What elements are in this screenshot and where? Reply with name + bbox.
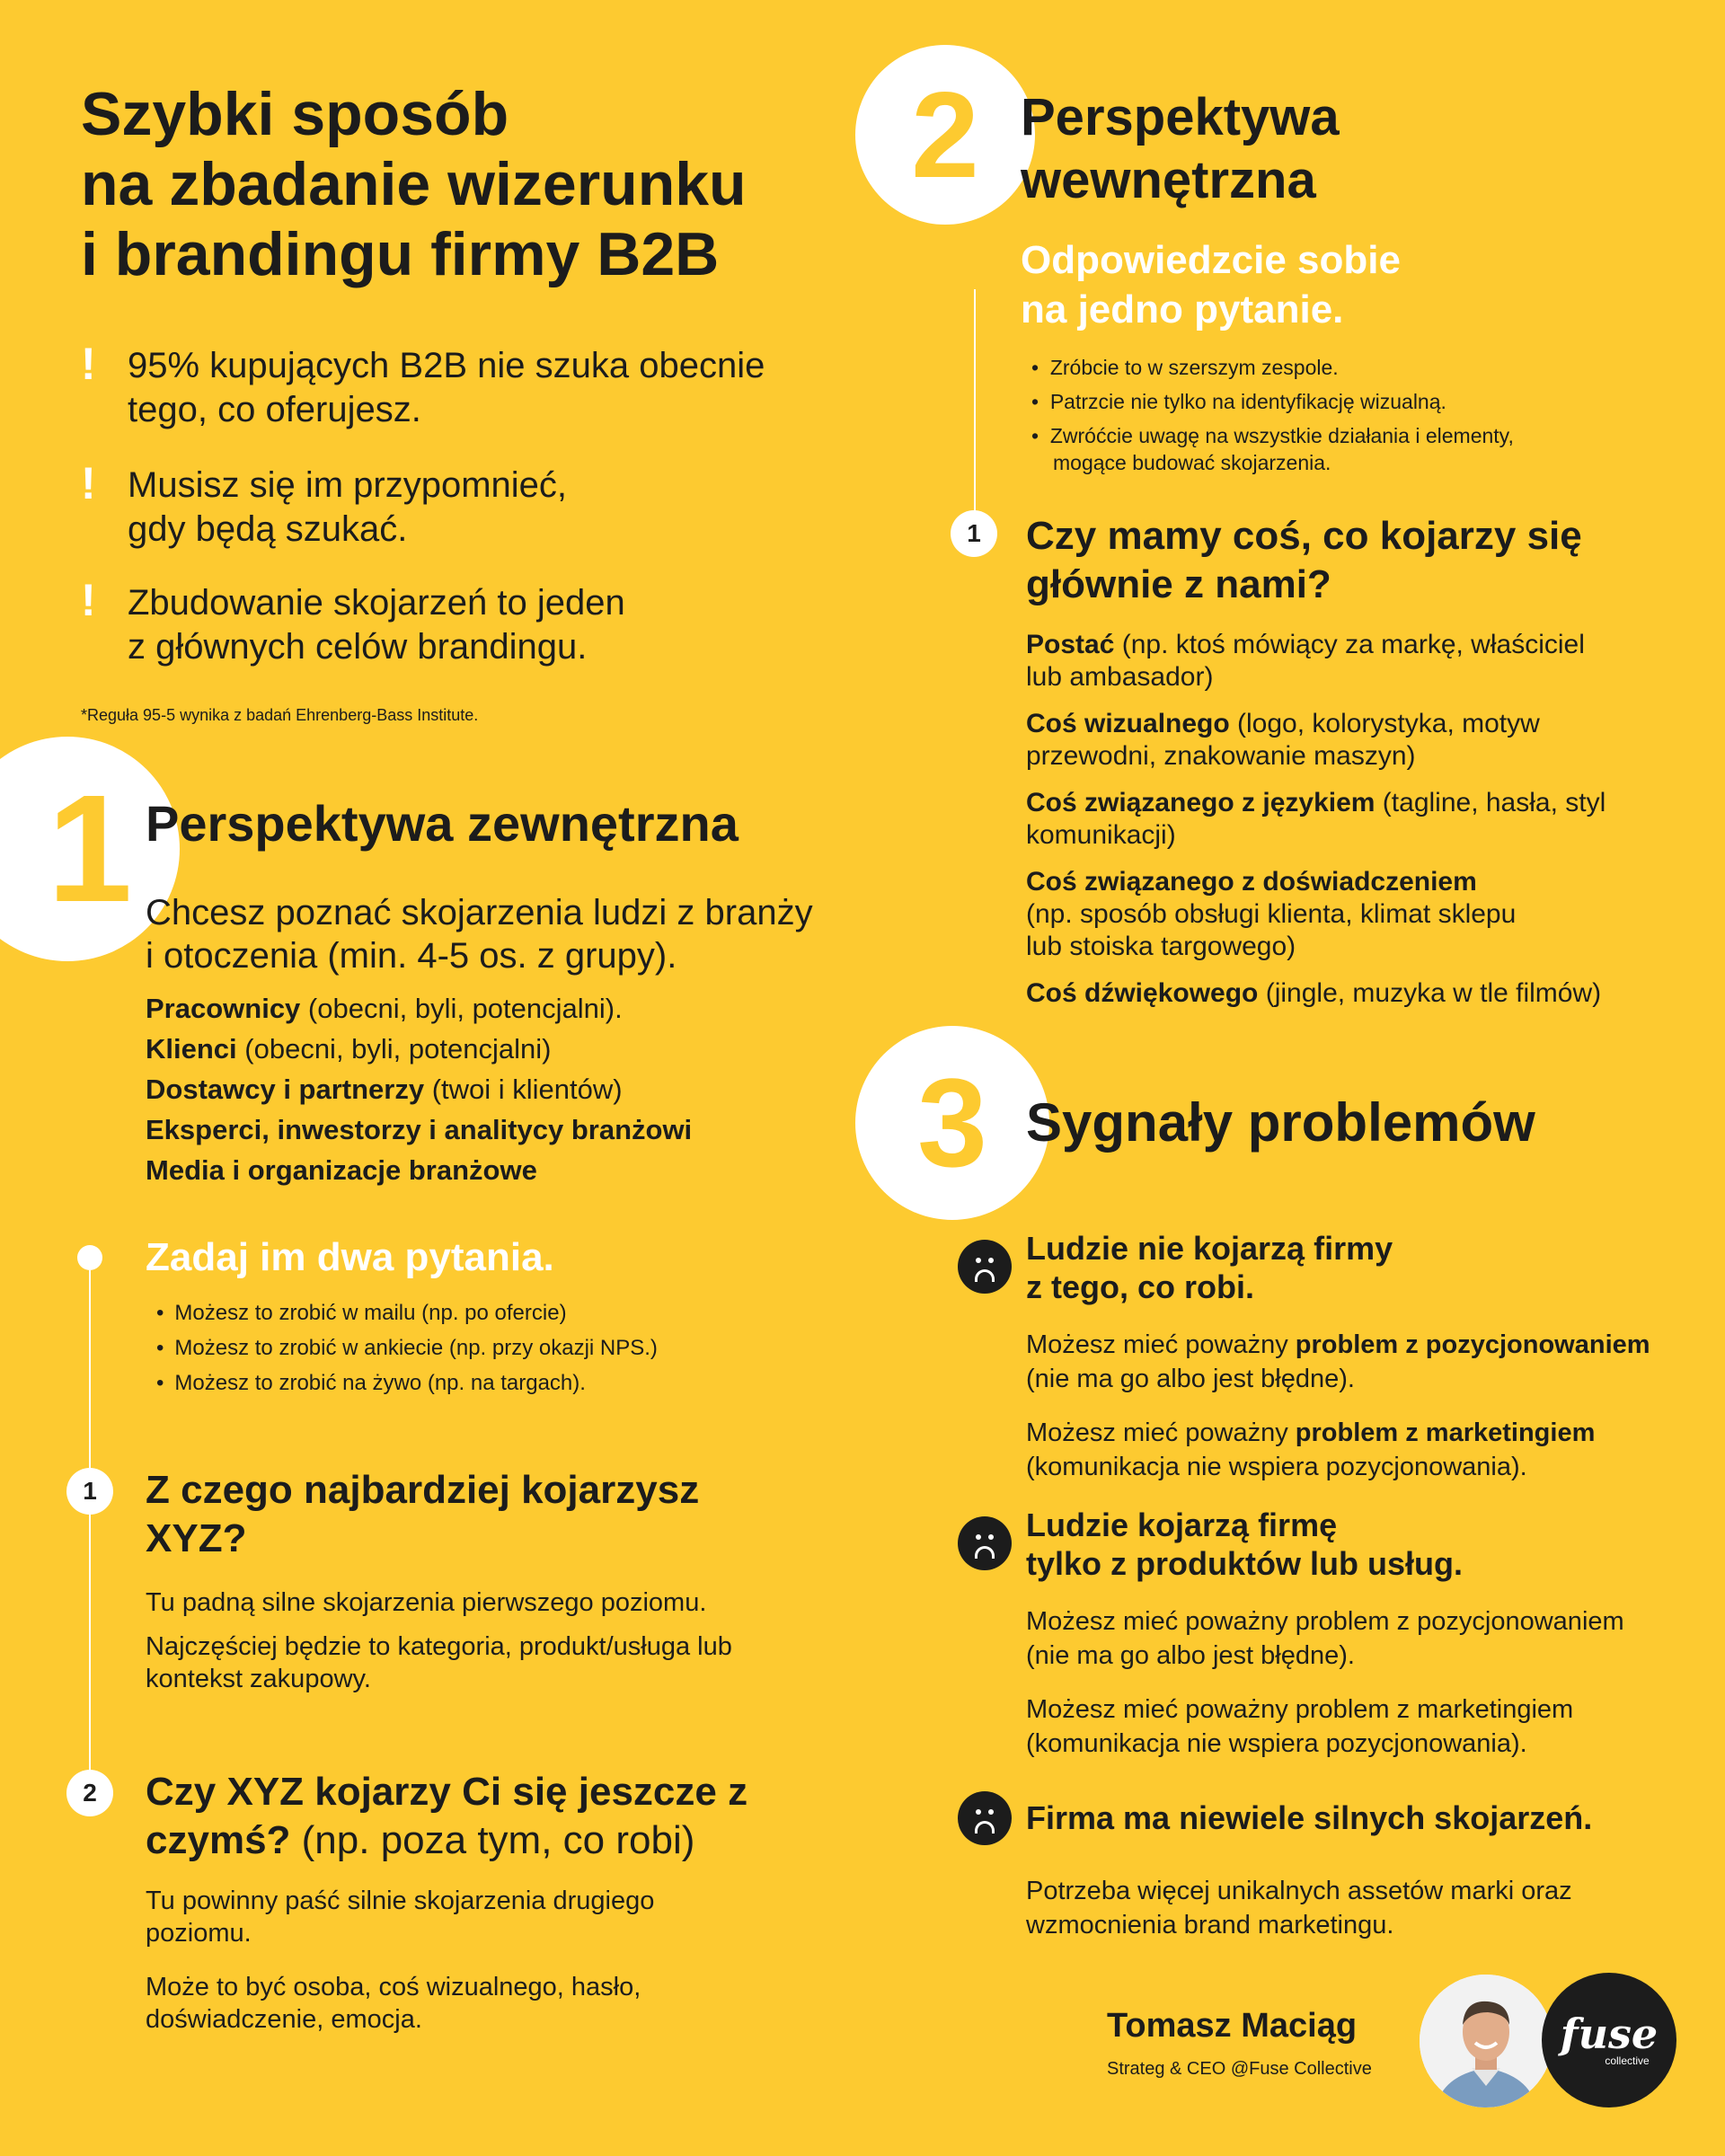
signal-text: Możesz mieć poważny problem z pozycjonowaniem (nie ma go albo jest błędne). (1026, 1607, 1624, 1670)
question-answer-text: Najczęściej będzie to kategoria, produkt/usługa lub kontekst zakupowy. (146, 1632, 732, 1693)
intro-bullet: Musisz się im przypomnieć, gdy będą szukać. (128, 465, 568, 549)
section-heading: Perspektywa zewnętrzna (146, 795, 739, 852)
author-role: Strateg & CEO @Fuse Collective (1107, 2059, 1372, 2079)
list-item: • Zróbcie to w szerszym zespole. (1031, 356, 1339, 379)
signal-text: Możesz mieć poważny problem z marketingiem (komunikacja nie wspiera pozycjonowania). (1026, 1695, 1574, 1758)
exclamation-icon: ! (81, 575, 96, 625)
list-item: • Patrzcie nie tylko na identyfikację wizualną. (1031, 390, 1446, 413)
sad-face-icon (958, 1791, 1012, 1845)
author-avatar (1420, 1975, 1552, 2107)
signal-text: Możesz mieć poważny problem z marketingiem (komunikacja nie wspiera pozycjonowania). (1026, 1418, 1596, 1481)
list-item: • Możesz to zrobić na żywo (np. na targach). (156, 1365, 658, 1401)
list-item: Coś dźwiękowego (jingle, muzyka w tle filmów) (1026, 978, 1602, 1008)
section-number-badge: 2 (855, 45, 1035, 225)
question-number-badge: 1 (66, 1468, 113, 1515)
list-item: Klienci (obecni, byli, potencjalni) (146, 1033, 552, 1065)
signal-heading: Ludzie kojarzą firmę tylko z produktów lub usług. (1026, 1507, 1463, 1582)
list-item: • Możesz to zrobić w ankiecie (np. przy okazji NPS.) (156, 1330, 658, 1365)
intro-bullet: Zbudowanie skojarzeń to jeden z głównych celów brandingu. (128, 583, 625, 667)
question-answer-text: Tu padną silne skojarzenia pierwszego poziomu. (146, 1588, 707, 1617)
ask-bullets (156, 1295, 658, 1401)
exclamation-icon: ! (81, 458, 96, 508)
question-answer-text: Może to być osoba, coś wizualnego, hasło, doświadczenie, emocja. (146, 1973, 641, 2034)
question-heading: Czy mamy coś, co kojarzy się głównie z nami? (1026, 514, 1582, 606)
audience-list (146, 988, 918, 1190)
timeline-line (89, 1270, 91, 1789)
ask-heading: Odpowiedzcie sobie na jedno pytanie. (1021, 238, 1401, 331)
list-item: Coś związanego z doświadczeniem (np. sposób obsługi klienta, klimat sklepu lub stoiska targowego) (1026, 867, 1517, 961)
sad-face-icon (958, 1516, 1012, 1570)
section-number-badge: 3 (855, 1026, 1049, 1220)
avatar-portrait-icon (1420, 1975, 1552, 2107)
exclamation-icon: ! (81, 339, 96, 389)
question-heading: Czy XYZ kojarzy Ci się jeszcze z czymś? (np. poza tym, co robi) (146, 1770, 748, 1862)
list-item: Pracownicy (obecni, byli, potencjalni). (146, 993, 623, 1024)
author-name: Tomasz Maciąg (1107, 2007, 1358, 2045)
section-number-badge: 1 (0, 737, 180, 961)
question-number-badge: 2 (66, 1770, 113, 1816)
signal-heading: Firma ma niewiele silnych skojarzeń. (1026, 1799, 1593, 1836)
association-list (1026, 629, 1709, 1010)
list-item: Postać (np. ktoś mówiący za markę, właściciel lub ambasador) (1026, 630, 1585, 692)
list-item: Coś wizualnego (logo, kolorystyka, motyw przewodni, znakowanie maszyn) (1026, 709, 1540, 771)
question-number-badge: 1 (951, 510, 997, 557)
timeline-line (974, 289, 976, 517)
ask-heading: Zadaj im dwa pytania. (146, 1235, 554, 1279)
footnote: *Reguła 95-5 wynika z badań Ehrenberg-Bass Institute. (81, 706, 479, 724)
list-item: Dostawcy i partnerzy (twoi i klientów) (146, 1074, 623, 1105)
question-answer-text: Tu powinny paść silnie skojarzenia drugiego poziomu. (146, 1886, 655, 1948)
intro-bullet: 95% kupujących B2B nie szuka obecnie tego, co oferujesz. (128, 346, 765, 429)
section-lead: Chcesz poznać skojarzenia ludzi z branży i otoczenia (min. 4-5 os. z grupy). (146, 893, 813, 976)
question-heading: Z czego najbardziej kojarzysz XYZ? (146, 1468, 700, 1560)
section-heading: Sygnały problemów (1026, 1092, 1535, 1153)
list-item: Media i organizacje branżowe (146, 1154, 537, 1186)
timeline-dot (77, 1245, 102, 1270)
list-item: Coś związanego z językiem (tagline, hasła, styl komunikacji) (1026, 788, 1606, 850)
signal-text: Potrzeba więcej unikalnych assetów marki oraz wzmocnienia brand marketingu. (1026, 1877, 1572, 1940)
sad-face-icon (958, 1240, 1012, 1294)
section-heading: Perspektywa wewnętrzna (1021, 88, 1340, 209)
list-item: • Zwróćcie uwagę na wszystkie działania i elementy, (1031, 424, 1514, 447)
ask-bullets: • Zróbcie to w szerszym zespole. • Patrzcie nie tylko na identyfikację wizualną. • Zwróćcie uwagę na wszystkie działania i elementy, mogące budować skojarzenia. (1031, 350, 1514, 476)
list-item: • Możesz to zrobić w mailu (np. po ofercie) (156, 1295, 658, 1330)
signal-heading: Ludzie nie kojarzą firmy z tego, co robi. (1026, 1230, 1393, 1305)
signal-text: Możesz mieć poważny problem z pozycjonowaniem (nie ma go albo jest błędne). (1026, 1330, 1650, 1393)
list-item: Eksperci, inwestorzy i analitycy branżowi (146, 1114, 693, 1145)
fuse-collective-logo: fuse collective (1542, 1973, 1676, 2107)
page-title: Szybki sposób na zbadanie wizerunku i brandingu firmy B2B (81, 80, 747, 288)
